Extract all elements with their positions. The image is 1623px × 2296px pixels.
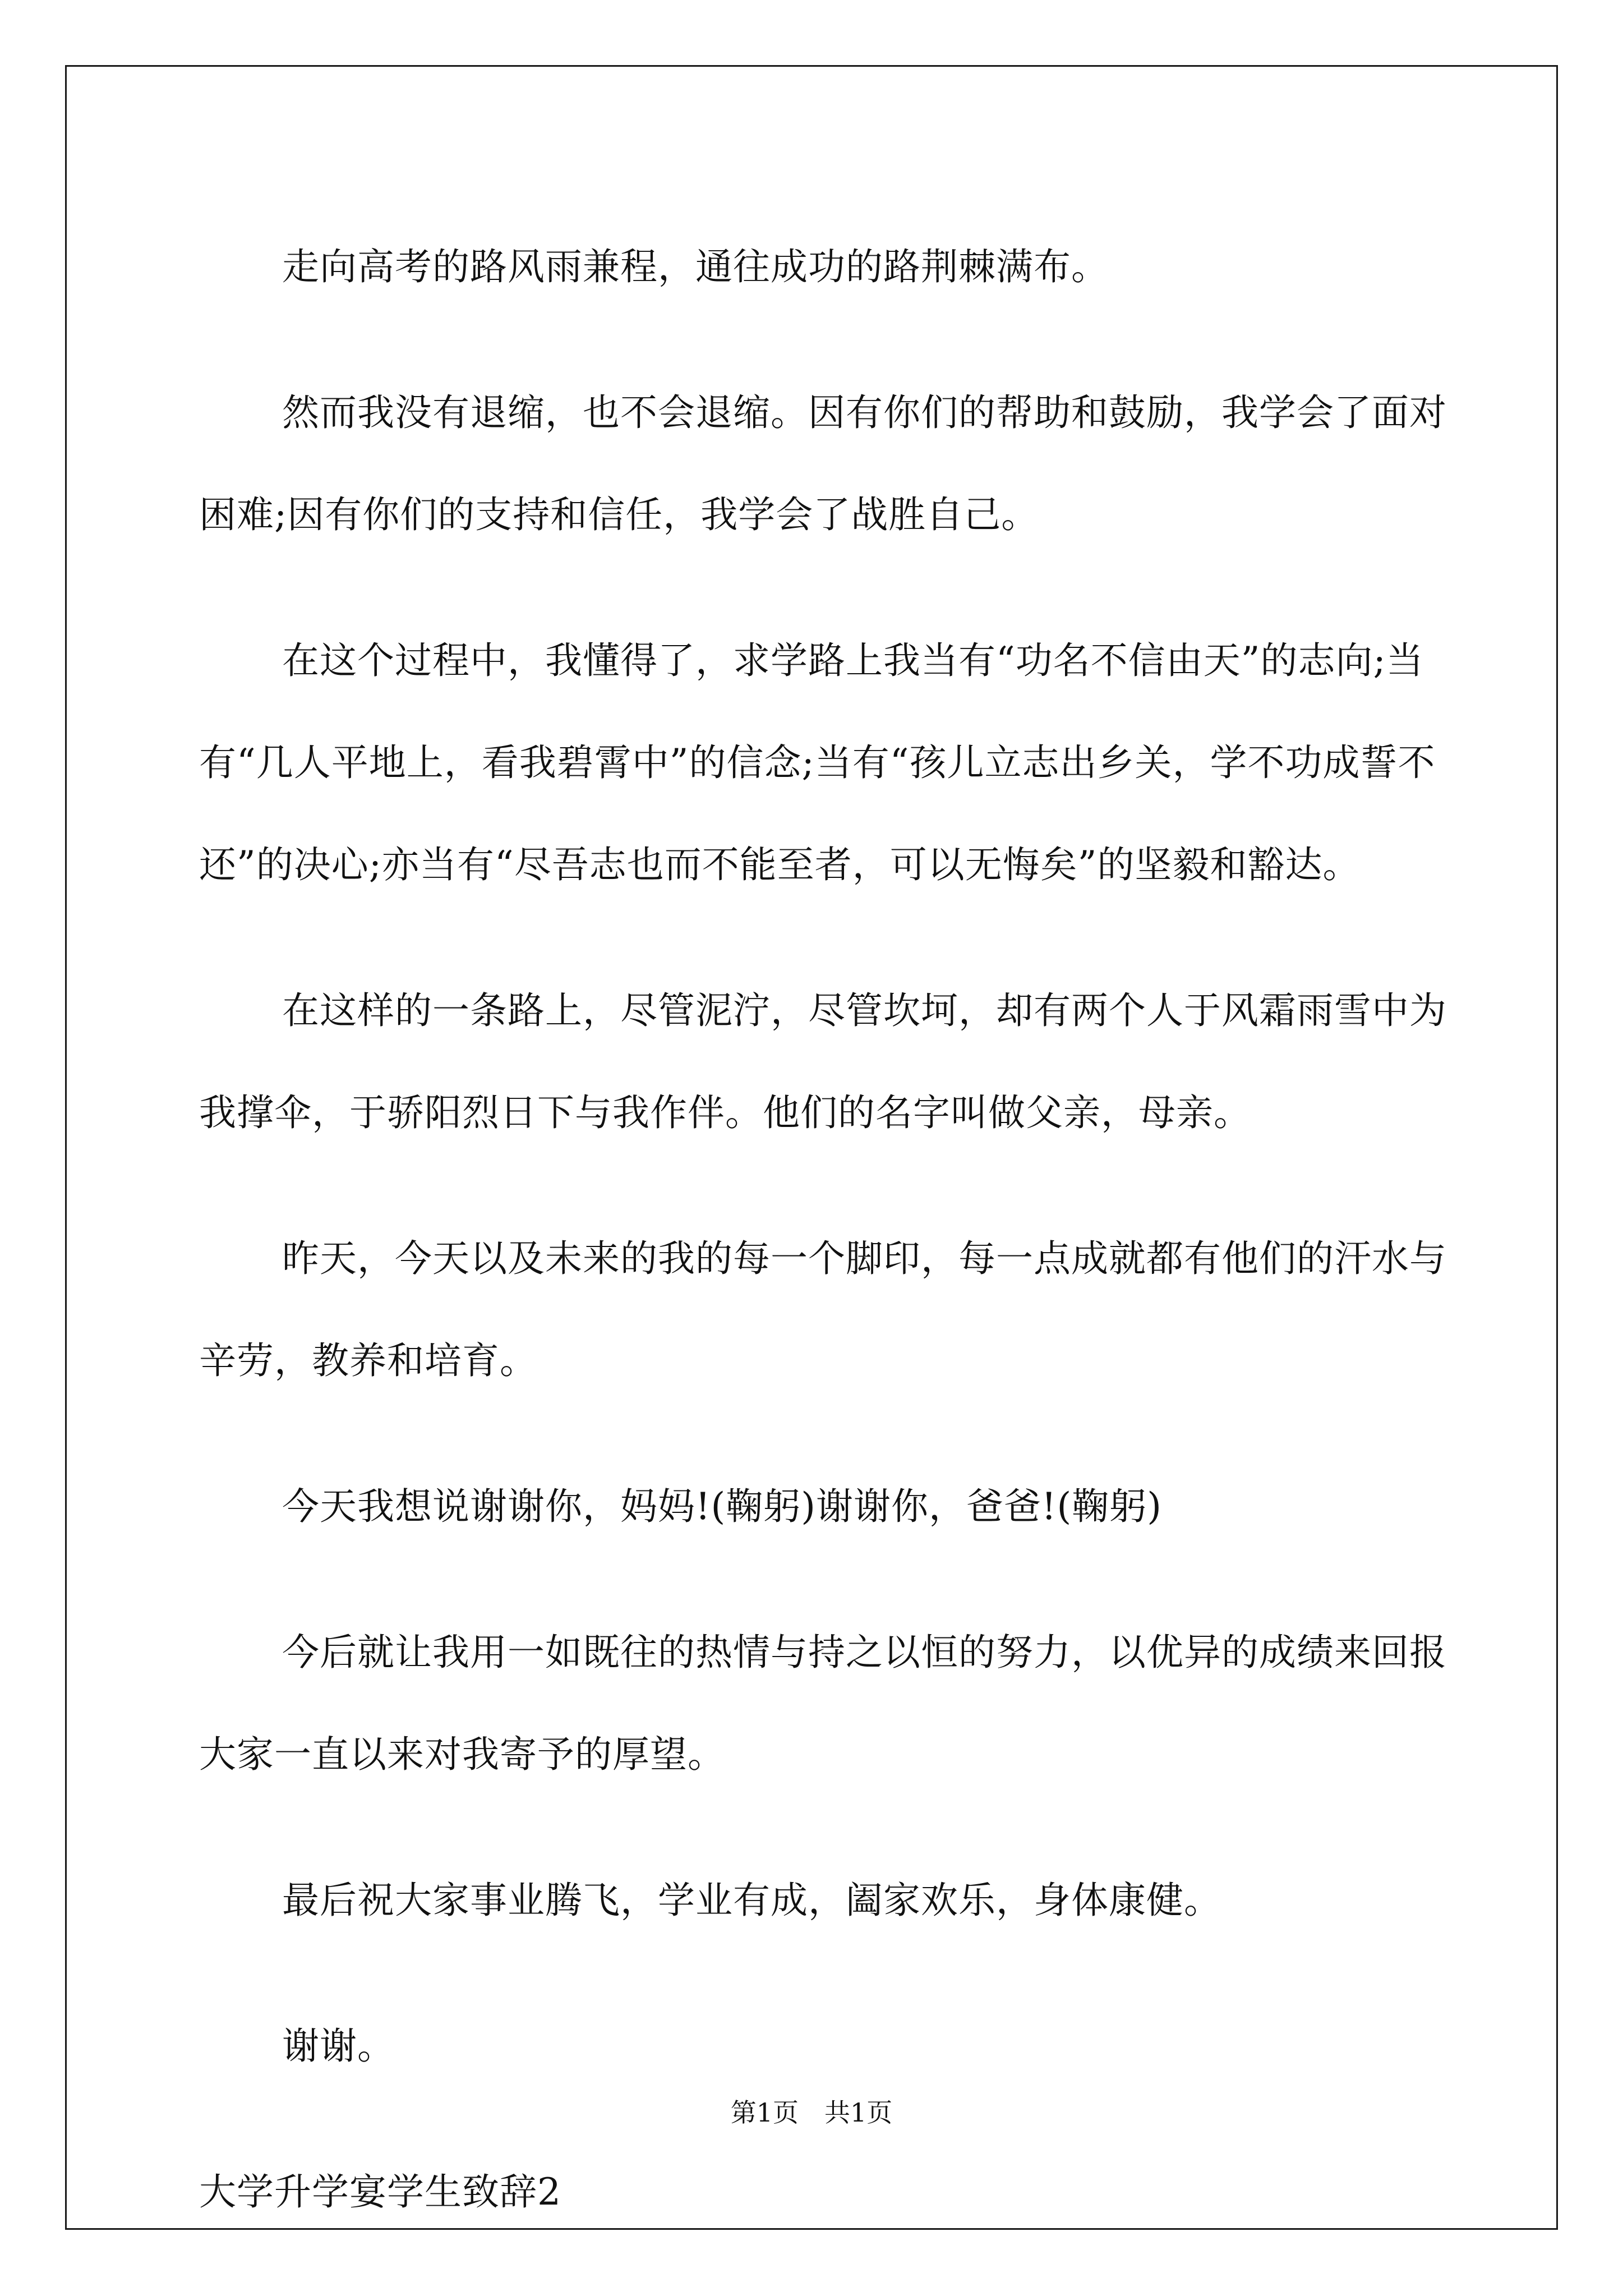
section-heading: 大学升学宴学生致辞2 <box>199 2170 561 2214</box>
page-number: 第1页 共1页 <box>730 2097 893 2128</box>
document-body <box>199 216 1483 2243</box>
paragraph-8: 最后祝大家事业腾飞，学业有成，阖家欢乐，身体康健。 <box>282 1879 1221 1922</box>
paragraph-4: 在这样的一条路上，尽管泥泞，尽管坎坷，却有两个人于风霜雨雪中为我撑伞，于骄阳烈日下与我作伴。他们的名字叫做父亲，母亲。 <box>199 989 1447 1134</box>
paragraph-1: 走向高考的路风雨兼程，通往成功的路荆棘满布。 <box>282 245 1109 288</box>
paragraph-2: 然而我没有退缩，也不会退缩。因有你们的帮助和鼓励，我学会了面对困难;因有你们的支持和信任，我学会了战胜自己。 <box>199 391 1447 536</box>
paragraph-5: 昨天，今天以及未来的我的每一个脚印，每一点成就都有他们的汗水与辛劳，教养和培育。 <box>199 1237 1447 1382</box>
paragraph-6: 今天我想说谢谢你，妈妈!(鞠躬)谢谢你，爸爸!(鞠躬) <box>282 1485 1163 1528</box>
paragraph-7: 今后就让我用一如既往的热情与持之以恒的努力，以优异的成绩来回报大家一直以来对我寄予的厚望。 <box>199 1631 1447 1776</box>
paragraph-9: 谢谢。 <box>282 2024 395 2068</box>
paragraph-3: 在这个过程中，我懂得了，求学路上我当有“功名不信由天”的志向;当有“几人平地上，看我碧霄中”的信念;当有“孩儿立志出乡关，学不功成誓不还”的决心;亦当有“尽吾志也而不能至者，可以无悔矣”的坚毅和豁达。 <box>199 639 1436 886</box>
